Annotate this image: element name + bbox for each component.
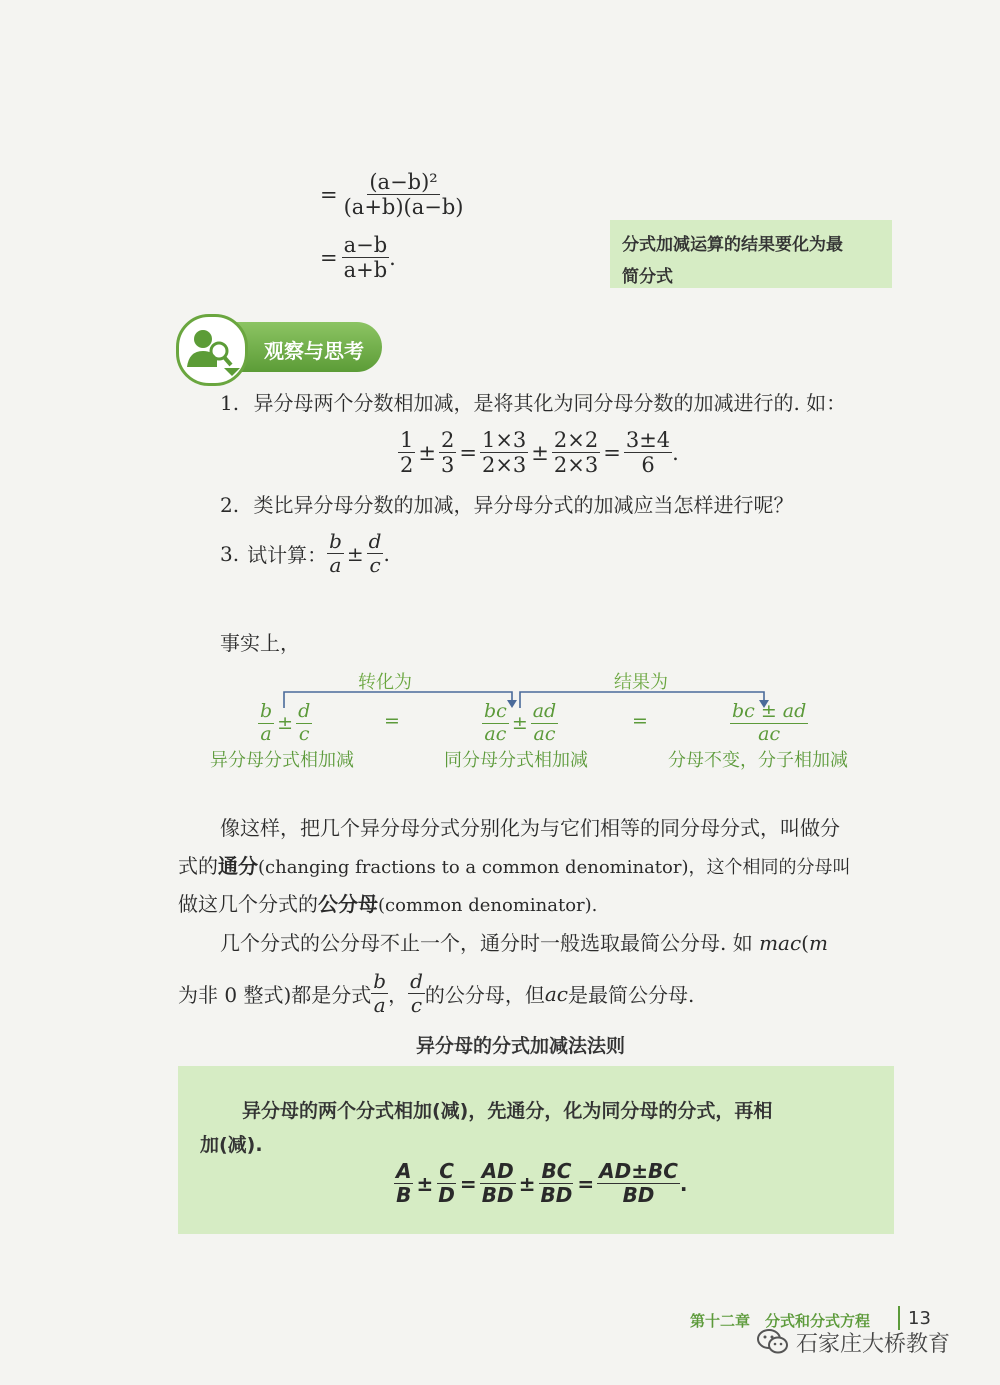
derivation-step-1	[320, 170, 466, 219]
question-2	[220, 495, 793, 515]
diagram-expr1	[258, 701, 312, 746]
numerator: 1	[400, 428, 414, 452]
text: 做这几个分式的	[178, 892, 318, 916]
paragraph1-line1: 像这样，把几个异分母分式分别化为与它们相等的同分母分式，叫做分	[220, 816, 840, 840]
question-1	[220, 393, 846, 413]
plus-minus: ±	[418, 440, 436, 465]
numerator: a−b	[343, 233, 388, 257]
numerator: 2×2	[553, 428, 599, 452]
plus-minus: ±	[531, 440, 549, 465]
rule-formula	[394, 1160, 687, 1207]
question-number: 1.	[220, 391, 240, 415]
fraction-example	[398, 428, 679, 477]
term-tongfen: 通分	[218, 854, 258, 878]
equals-sign: =	[459, 440, 477, 465]
fraction	[367, 530, 384, 577]
fraction	[436, 1160, 457, 1207]
fraction	[342, 170, 466, 219]
text: (	[801, 931, 809, 955]
question-text: 类比异分母分数的加减，异分母分式的加减应当怎样进行呢？	[253, 493, 794, 517]
diagram-caption2: 同分母分式相加减	[444, 750, 588, 771]
derivation-step-2	[320, 233, 396, 282]
paragraph1-line3	[178, 894, 597, 915]
denominator: ac	[484, 722, 507, 745]
diagram-expr3	[730, 701, 808, 746]
numerator: bc ± ad	[732, 700, 807, 722]
equals-sign: =	[320, 245, 338, 270]
fraction	[552, 428, 600, 477]
denominator: BD	[481, 1183, 514, 1207]
fraction	[327, 530, 344, 577]
fraction	[531, 701, 559, 746]
rule-box	[178, 1066, 894, 1234]
fraction	[480, 428, 528, 477]
rule-title: 异分母的分式加减法法则	[416, 1035, 626, 1057]
denominator: a	[260, 722, 272, 745]
numerator: d	[368, 529, 382, 553]
fraction	[408, 970, 425, 1017]
text: (changing fractions to a common denominator)，这个相同的分母叫	[258, 857, 851, 878]
fraction	[398, 428, 415, 477]
text: 是最简公分母.	[568, 983, 695, 1007]
numerator: d	[410, 969, 423, 993]
numerator: b	[373, 969, 387, 993]
numerator: b	[329, 529, 342, 553]
watermark-text: 石家庄大桥教育	[796, 1332, 951, 1357]
paragraph2-line2	[178, 970, 694, 1017]
fraction	[597, 1160, 680, 1207]
period: .	[389, 245, 396, 270]
numerator: d	[298, 700, 311, 722]
arrow1-label: 转化为	[358, 672, 412, 693]
denominator: a+b	[343, 258, 388, 283]
denominator: ac	[533, 722, 556, 745]
equals-sign: =	[603, 440, 621, 465]
fraction	[538, 1160, 574, 1207]
arrow2-label: 结果为	[614, 672, 668, 693]
plus-minus: ±	[277, 712, 294, 735]
equals-sign: =	[577, 1171, 595, 1196]
denominator: 2	[400, 453, 414, 478]
diagram-expr2	[482, 701, 558, 746]
question-3	[220, 530, 390, 577]
plus-minus: ±	[511, 712, 528, 735]
equals-sign: =	[320, 182, 338, 207]
numerator: AD	[481, 1159, 514, 1183]
denominator: 2×3	[553, 453, 599, 478]
period: .	[383, 541, 390, 566]
fraction	[296, 701, 312, 746]
page-number: 13	[908, 1308, 931, 1329]
comma: ，	[388, 983, 409, 1007]
fraction	[624, 428, 672, 477]
text: 的公分母，但	[424, 983, 545, 1007]
denominator: B	[396, 1183, 412, 1207]
diagram-caption1: 异分母分式相加减	[210, 750, 354, 771]
period: .	[672, 440, 679, 465]
diagram-equals-1: =	[384, 710, 400, 732]
numerator: (a−b)²	[369, 170, 438, 194]
denominator: ac	[758, 722, 781, 745]
text: (common denominator).	[378, 895, 598, 916]
question-number: 3.	[220, 541, 240, 566]
denominator: c	[410, 993, 423, 1017]
paragraph1-line2	[178, 856, 851, 877]
question-number: 2.	[220, 493, 240, 517]
question-text: 试计算：	[247, 543, 328, 567]
badge-pointer	[224, 368, 240, 376]
denominator: a	[329, 553, 342, 577]
denominator: 3	[440, 453, 455, 478]
denominator: c	[369, 553, 381, 577]
denominator: 2×3	[481, 453, 527, 478]
numerator: AD±BC	[599, 1159, 678, 1183]
wechat-icon	[756, 1328, 790, 1356]
numerator: ad	[532, 700, 557, 722]
rule-line2: 加(减).	[200, 1134, 263, 1156]
fraction	[482, 701, 509, 746]
numerator: 3±4	[625, 428, 671, 452]
fraction	[394, 1160, 413, 1207]
text: 式的	[178, 854, 218, 878]
section-badge-label: 观察与思考	[264, 339, 364, 363]
diagram-equals-2: =	[632, 710, 648, 732]
numerator: b	[260, 700, 273, 722]
section-badge	[178, 322, 382, 372]
equals-sign: =	[459, 1171, 477, 1196]
numerator: 2	[440, 428, 455, 452]
denominator: BD	[622, 1183, 655, 1207]
fraction	[342, 233, 390, 282]
side-note-box	[610, 220, 892, 288]
numerator: C	[439, 1159, 454, 1183]
math-mac: mac	[759, 931, 802, 955]
numerator: 1×3	[481, 428, 527, 452]
math-m: m	[808, 931, 828, 955]
math-ac: ac	[544, 981, 568, 1006]
term-gongfenmu: 公分母	[318, 892, 378, 916]
chapter-title: 第十二章 分式和分式方程	[690, 1312, 871, 1330]
fraction	[480, 1160, 516, 1207]
denominator: c	[298, 722, 310, 745]
numerator: bc	[484, 700, 507, 722]
fraction	[730, 701, 808, 746]
fraction	[371, 970, 388, 1017]
fraction	[258, 701, 274, 746]
numerator: BC	[541, 1159, 572, 1183]
denominator: 6	[641, 453, 655, 478]
denominator: D	[438, 1183, 455, 1207]
diagram-caption3: 分母不变，分子相加减	[668, 750, 848, 771]
text: 为非 0 整式)都是分式	[178, 983, 372, 1007]
plus-minus: ±	[518, 1171, 536, 1196]
fraction	[439, 428, 456, 477]
denominator: (a+b)(a−b)	[343, 195, 464, 220]
question-text: 异分母两个分数相加减，是将其化为同分母分数的加减进行的. 如：	[253, 391, 847, 415]
paragraph2-line1	[220, 933, 828, 953]
rule-line1: 异分母的两个分式相加(减)，先通分，化为同分母的分式，再相	[242, 1100, 773, 1122]
side-note-line1: 分式加减运算的结果要化为最	[622, 235, 843, 255]
fact-intro: 事实上，	[220, 631, 300, 655]
denominator: BD	[540, 1183, 573, 1207]
side-note-line2: 简分式	[622, 267, 673, 287]
plus-minus: ±	[346, 541, 364, 566]
text: 几个分式的公分母不止一个，通分时一般选取最简公分母. 如	[220, 931, 760, 955]
denominator: a	[373, 993, 386, 1017]
period: .	[679, 1171, 688, 1196]
plus-minus: ±	[416, 1171, 434, 1196]
numerator: A	[396, 1159, 412, 1183]
